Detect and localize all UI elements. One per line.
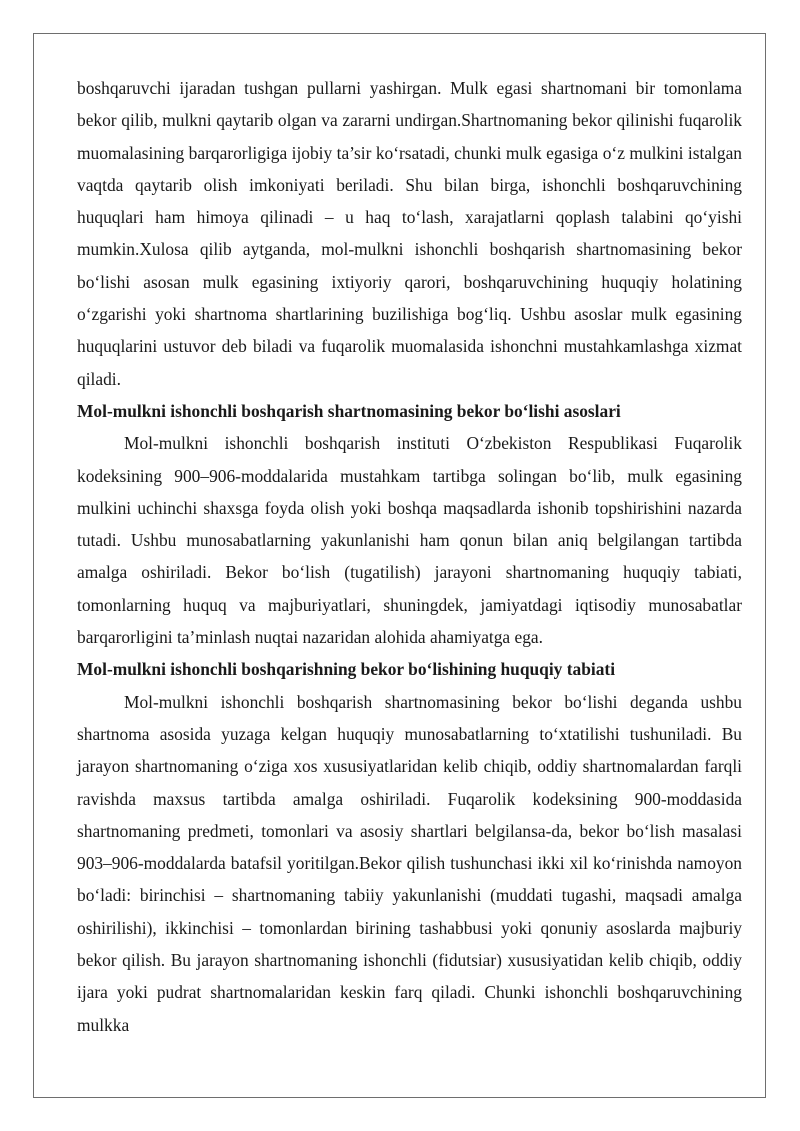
document-body (77, 72, 742, 1041)
section-heading-2: Mol-mulkni ishonchli boshqarishning bekor bo‘lishining huquqiy tabiati (77, 659, 616, 680)
paragraph-3: Mol-mulkni ishonchli boshqarish shartnomasining bekor bo‘lishi deganda ushbu shartnoma asosida yuzaga kelgan huquqiy munosabatlarning to‘xtatilishi tushuniladi. Bu jarayon shartnomaning o‘ziga xos xususiyatlaridan kelib chiqib, oddiy shartnomalardan farqli ravishda maxsus tartibda amalga oshiriladi. Fuqarolik kodeksining 900-moddasida shartnomaning predmeti, tomonlari va asosiy shartlari belgilansa-da, bekor bo‘lish masalasi 903–906-moddalarda batafsil yoritilgan.Bekor qilish tushunchasi ikki xil ko‘rinishda namoyon bo‘ladi: birinchisi – shartnomaning tabiiy yakunlanishi (muddati tugashi, maqsadi amalga oshirilishi), ikkinchisi – tomonlardan birining tashabbusi yoki qonuniy asoslarda majburiy bekor qilish. Bu jarayon shartnomaning ishonchli (fidutsiar) xususiyatidan kelib chiqib, oddiy ijara yoki pudrat shartnomalaridan keskin farq qiladi. Chunki ishonchli boshqaruvchining mulkka (77, 691, 742, 1035)
section-heading-1: Mol-mulkni ishonchli boshqarish shartnomasining bekor bo‘lishi asoslari (77, 400, 621, 421)
paragraph-1: boshqaruvchi ijaradan tushgan pullarni yashirgan. Mulk egasi shartnomani bir tomonlama bekor qilib, mulkni qaytarib olgan va zararni undirgan.Shartnomaning bekor qilinishi fuqarolik muomalasining barqarorligiga ijobiy ta’sir ko‘rsatadi, chunki mulk egasiga o‘z mulkini istalgan vaqtda qaytarib olish imkoniyati beriladi. Shu bilan birga, ishonchli boshqaruvchining huquqlari ham himoya qilinadi – u haq to‘lash, xarajatlarni qoplash talabini qo‘yishi mumkin.Xulosa qilib aytganda, mol-mulkni ishonchli boshqarish shartnomasining bekor bo‘lishi asosan mulk egasining ixtiyoriy qarori, boshqaruvchining huquqiy holatining o‘zgarishi yoki shartnoma shartlarining buzilishiga bog‘liq. Ushbu asoslar mulk egasining huquqlarini ustuvor deb biladi va fuqarolik muomalasida ishonchni mustahkamlashga xizmat qiladi. (77, 78, 742, 389)
paragraph-2: Mol-mulkni ishonchli boshqarish instituti O‘zbekiston Respublikasi Fuqarolik kodeksining 900–906-moddalarida mustahkam tartibga solingan bo‘lib, mulk egasining mulkini uchinchi shaxsga foyda olish yoki boshqa maqsadlarda ishonib topshirishini nazarda tutadi. Ushbu munosabatlarning yakunlanishi ham qonun bilan aniq belgilangan tartibda amalga oshiriladi. Bekor bo‘lish (tugatilish) jarayoni shartnomaning huquqiy tabiati, tomonlarning huquq va majburiyatlari, shuningdek, jamiyatdagi iqtisodiy munosabatlar barqarorligini ta’minlash nuqtai nazaridan alohida ahamiyatga ega. (77, 433, 742, 648)
